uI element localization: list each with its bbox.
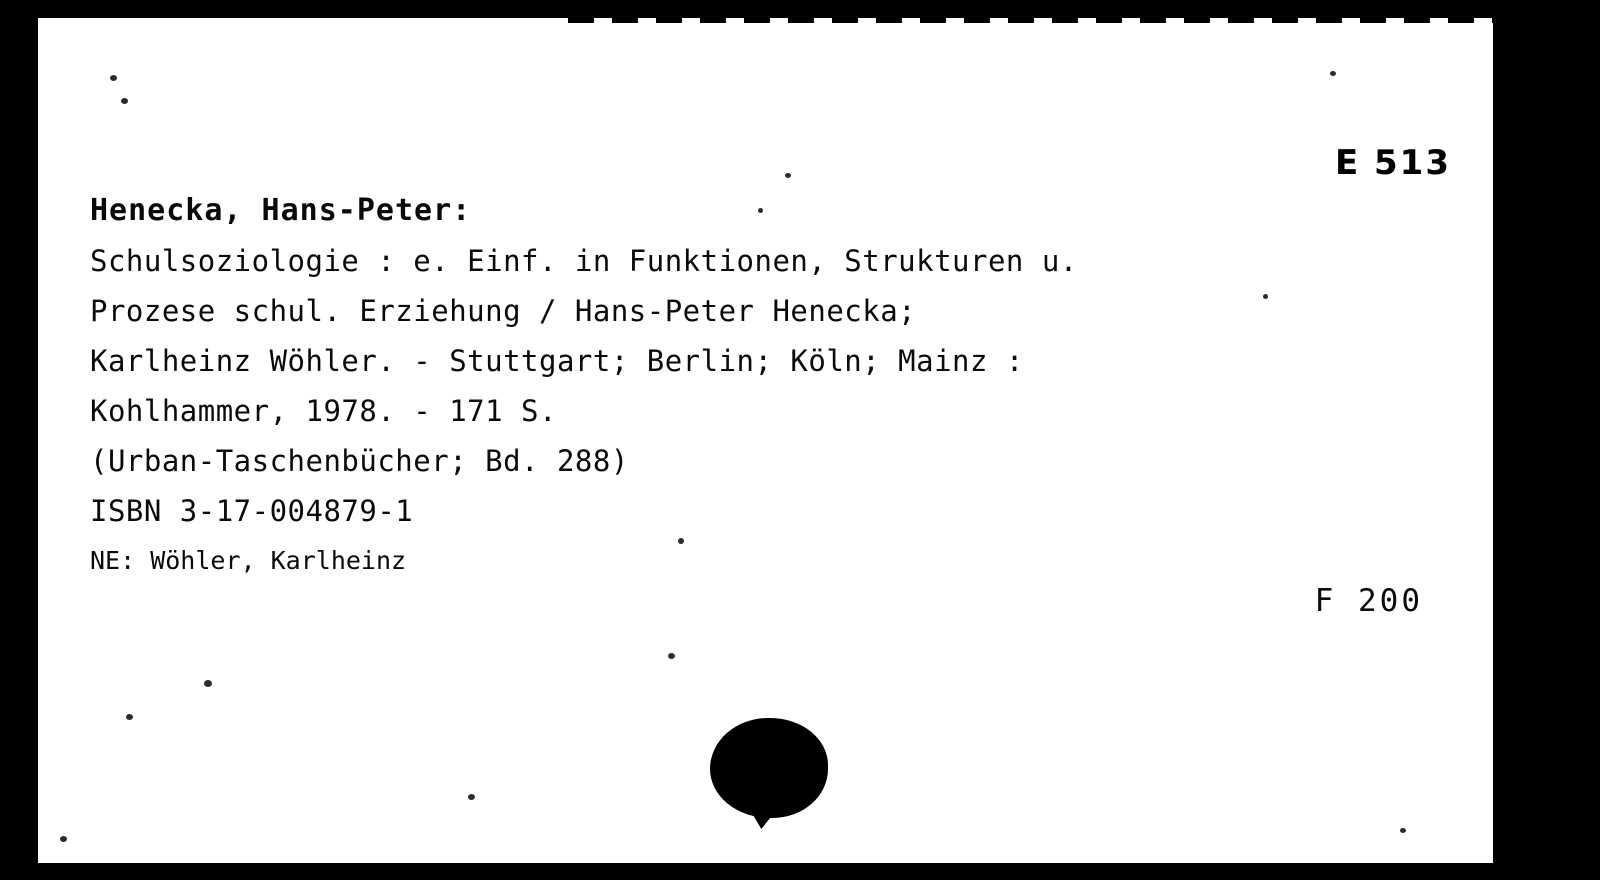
- scan-speckle: [1400, 828, 1406, 833]
- secondary-shelfmark: F 200: [1314, 583, 1423, 619]
- scan-speckle: [204, 680, 212, 687]
- scan-speckle: [121, 98, 128, 104]
- scan-edge-artifact: [568, 18, 1493, 23]
- record-line-subtitle: Prozese schul. Erziehung / Hans-Peter Henecka;: [90, 294, 917, 328]
- record-line-series: (Urban-Taschenbücher; Bd. 288): [90, 444, 629, 478]
- scan-speckle: [60, 836, 67, 842]
- ink-blot-mark: [710, 718, 828, 818]
- record-line-title: Schulsoziologie : e. Einf. in Funktionen, Strukturen u.: [90, 244, 1078, 278]
- shelfmark-top-right: E 513: [1334, 143, 1451, 183]
- record-line-isbn: ISBN 3-17-004879-1: [90, 494, 414, 528]
- scan-speckle: [468, 794, 475, 800]
- scan-speckle: [1330, 71, 1336, 76]
- bibliographic-record: [90, 186, 1430, 586]
- scan-speckle: [668, 653, 675, 659]
- record-line-publisher: Kohlhammer, 1978. - 171 S.: [90, 394, 557, 428]
- record-line-imprint: Karlheinz Wöhler. - Stuttgart; Berlin; Köln; Mainz :: [90, 344, 1024, 378]
- scan-speckle: [126, 714, 133, 720]
- record-line-author: Henecka, Hans-Peter:: [90, 193, 472, 228]
- scan-speckle: [785, 173, 791, 178]
- card-surface: [38, 18, 1493, 863]
- record-line-added-entry: NE: Wöhler, Karlheinz: [90, 546, 407, 575]
- scan-speckle: [110, 75, 117, 81]
